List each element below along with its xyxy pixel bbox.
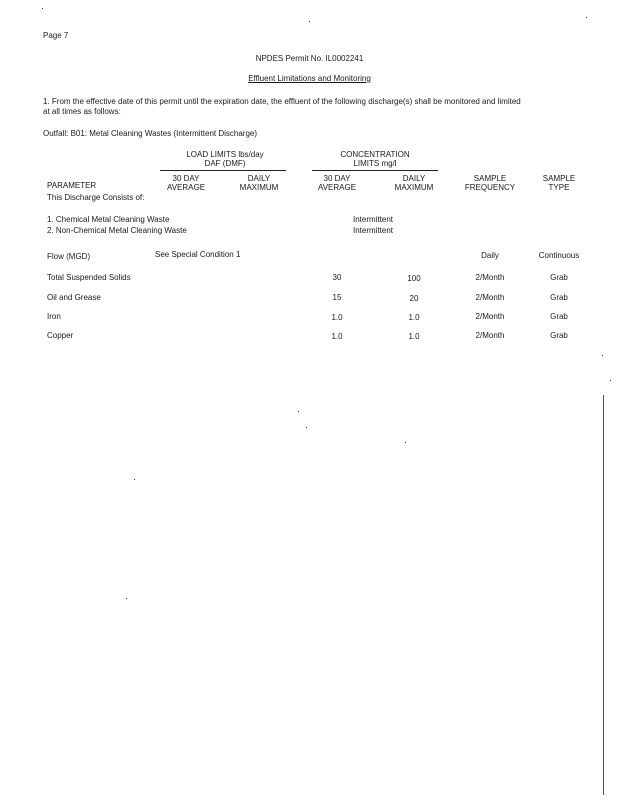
scan-speck bbox=[586, 17, 587, 18]
component-1-label: 1. Chemical Metal Cleaning Waste bbox=[47, 215, 170, 224]
intro-line-1: 1. From the effective date of this permit until the expiration date, the effluent of the following discharge(s) shall be monitored and limited bbox=[43, 97, 521, 106]
component-1-status: Intermittent bbox=[353, 215, 394, 224]
intro-line-2: at all times as follows: bbox=[43, 107, 121, 116]
row-1-avg: 30 bbox=[332, 273, 342, 282]
concentration-rule bbox=[312, 170, 438, 171]
col-daily-load-2: MAXIMUM bbox=[239, 183, 279, 192]
scan-speck bbox=[126, 598, 127, 599]
row-1-frequency: 2/Month bbox=[475, 273, 505, 282]
outfall-label: Outfall: B01: Metal Cleaning Wastes (Intermittent Discharge) bbox=[43, 129, 258, 138]
scan-speck bbox=[602, 355, 603, 356]
scan-speck bbox=[298, 411, 299, 412]
flow-type: Continuous bbox=[538, 251, 580, 260]
row-4-parameter: Copper bbox=[47, 331, 74, 340]
scan-speck bbox=[610, 380, 611, 381]
col-30day-load-1: 30 DAY bbox=[172, 174, 200, 183]
col-parameter: PARAMETER bbox=[47, 181, 97, 190]
scan-speck bbox=[309, 21, 310, 22]
row-2-avg: 15 bbox=[332, 293, 342, 302]
row-3-max: 1.0 bbox=[408, 313, 420, 322]
row-4-type: Grab bbox=[550, 331, 568, 340]
col-daily-conc-1: DAILY bbox=[402, 174, 426, 183]
component-2-status: Intermittent bbox=[353, 226, 394, 235]
row-3-frequency: 2/Month bbox=[475, 312, 505, 321]
col-sample-frequency-1: SAMPLE bbox=[473, 174, 507, 183]
row-3-type: Grab bbox=[550, 312, 568, 321]
row-4-avg: 1.0 bbox=[331, 332, 343, 341]
row-3-parameter: Iron bbox=[47, 312, 61, 321]
flow-note: See Special Condition 1 bbox=[155, 250, 241, 259]
concentration-header-1: CONCENTRATION bbox=[340, 150, 410, 159]
scan-speck bbox=[405, 442, 406, 443]
row-1-max: 100 bbox=[407, 274, 421, 283]
flow-frequency: Daily bbox=[481, 251, 499, 260]
col-daily-load-1: DAILY bbox=[247, 174, 271, 183]
row-4-frequency: 2/Month bbox=[475, 331, 505, 340]
col-daily-conc-2: MAXIMUM bbox=[394, 183, 434, 192]
scan-speck bbox=[134, 479, 135, 480]
load-limits-rule bbox=[160, 170, 286, 171]
concentration-header-2: LIMITS mg/l bbox=[353, 159, 397, 168]
load-limits-header-1: LOAD LIMITS lbs/day bbox=[186, 150, 264, 159]
row-4-max: 1.0 bbox=[408, 332, 420, 341]
row-3-avg: 1.0 bbox=[331, 313, 343, 322]
row-2-frequency: 2/Month bbox=[475, 293, 505, 302]
row-1-parameter: Total Suspended Solids bbox=[47, 273, 131, 282]
col-30day-conc-1: 30 DAY bbox=[323, 174, 351, 183]
col-sample-type-1: SAMPLE bbox=[542, 174, 576, 183]
col-sample-type-2: TYPE bbox=[548, 183, 570, 192]
row-2-parameter: Oil and Grease bbox=[47, 293, 101, 302]
scan-speck bbox=[306, 427, 307, 428]
row-1-type: Grab bbox=[550, 273, 568, 282]
discharge-consists-of: This Discharge Consists of: bbox=[47, 193, 145, 202]
col-30day-load-2: AVERAGE bbox=[166, 183, 206, 192]
col-sample-frequency-2: FREQUENCY bbox=[464, 183, 516, 192]
section-title: Effluent Limitations and Monitoring bbox=[248, 74, 371, 83]
col-30day-conc-2: AVERAGE bbox=[317, 183, 357, 192]
row-2-max: 20 bbox=[409, 294, 419, 303]
row-2-type: Grab bbox=[550, 293, 568, 302]
flow-parameter: Flow (MGD) bbox=[47, 252, 91, 261]
permit-title: NPDES Permit No. IL0002241 bbox=[255, 54, 364, 63]
component-2-label: 2. Non-Chemical Metal Cleaning Waste bbox=[47, 226, 187, 235]
scan-edge-line bbox=[603, 395, 604, 795]
scan-speck bbox=[42, 8, 43, 9]
page-label: Page 7 bbox=[43, 31, 69, 40]
load-limits-header-2: DAF (DMF) bbox=[204, 159, 246, 168]
